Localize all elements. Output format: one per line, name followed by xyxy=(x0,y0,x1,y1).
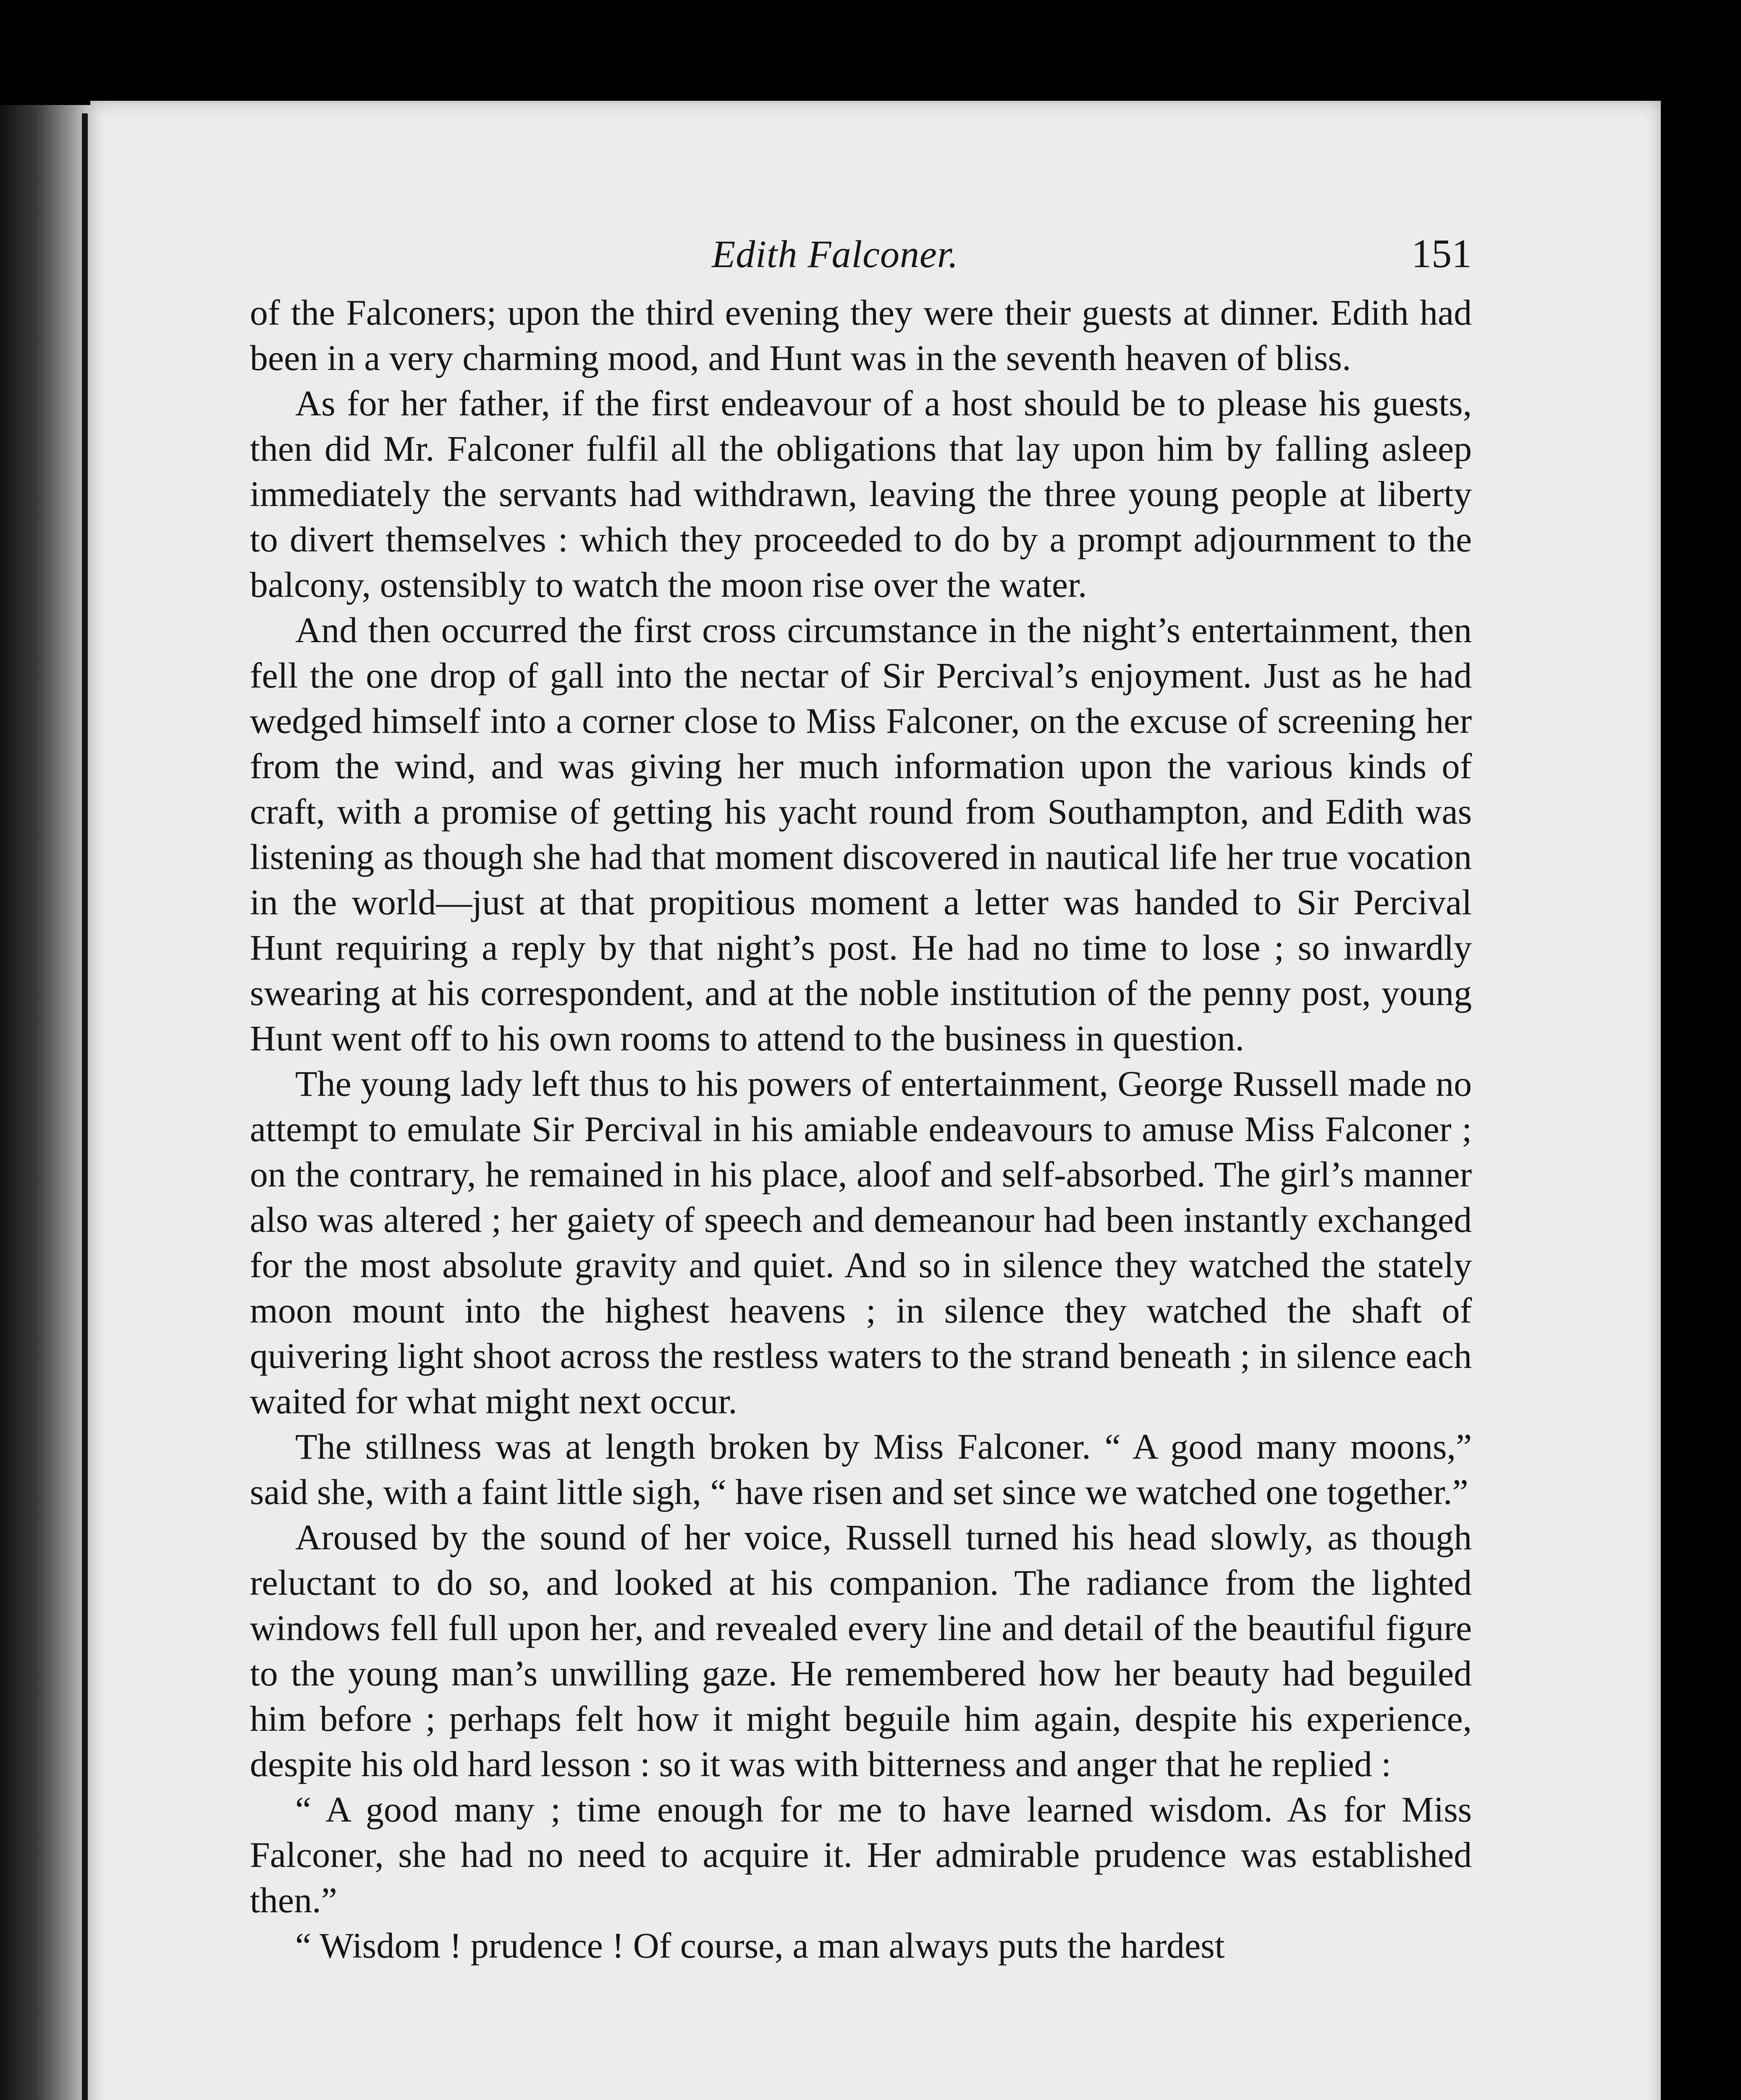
paragraph-7: “ A good many ; time enough for me to have learned wisdom. As for Miss Falconer, she had no need to acquire it. Her admirable prudence was established then.” xyxy=(250,1789,1472,1920)
page-header xyxy=(712,231,1472,290)
page-content xyxy=(250,231,1472,1968)
page-number: 151 xyxy=(1411,231,1472,276)
facing-page-edge xyxy=(0,105,90,2100)
paragraph-2: As for her father, if the first endeavour of a host should be to please his guests, then did Mr. Falconer fulfil all the obligations that lay upon him by falling asleep immediately the servants had withdrawn, leaving the three young people at liberty to divert themselves : which they proceeded to do by a prompt adjournment to the balcony, ostensibly to watch the moon rise over the water. xyxy=(250,383,1472,605)
running-head: Edith Falconer. xyxy=(712,233,959,276)
paragraph-6: Aroused by the sound of her voice, Russell turned his head slowly, as though reluctant to do so, and looked at his companion. The radiance from the lighted windows fell full upon her, and revealed every line and detail of the beautiful figure to the young man’s unwilling gaze. He remembered how her beauty had beguiled him before ; perhaps felt how it might beguile him again, despite his experience, despite his old hard lesson : so it was with bitterness and anger that he replied : xyxy=(250,1517,1472,1784)
paragraph-4: The young lady left thus to his powers of entertainment, George Russell made no attempt to emulate Sir Percival in his amiable endeavours to amuse Miss Falconer ; on the contrary, he remained in his place, aloof and self-absorbed. The girl’s manner also was altered ; her gaiety of speech and demeanour had been instantly exchanged for the most absolute gravity and quiet. And so in silence they watched the stately moon mount into the highest heavens ; in silence they watched the shaft of quivering light shoot across the restless waters to the strand beneath ; in silence each waited for what might next occur. xyxy=(250,1063,1472,1421)
book-page xyxy=(90,101,1661,2100)
paragraph-8: “ Wisdom ! prudence ! Of course, a man always puts the hardest xyxy=(295,1925,1225,1966)
paragraph-1: of the Falconers; upon the third evening they were their guests at dinner. Edith had been in a very charming mood, and Hunt was in the seventh heaven of bliss. xyxy=(250,292,1472,378)
paragraph-3: And then occurred the first cross circumstance in the night’s entertainment, then fell the one drop of gall into the nectar of Sir Percival’s enjoyment. Just as he had wedged himself into a corner close to Miss Falconer, on the excuse of screening her from the wind, and was giving her much information upon the various kinds of craft, with a promise of getting his yacht round from Southampton, and Edith was listening as though she had that moment discovered in nautical life her true vocation in the world—just at that propitious moment a letter was handed to Sir Percival Hunt requiring a reply by that night’s post. He had no time to lose ; so inwardly swearing at his correspondent, and at the noble institution of the penny post, young Hunt went off to his own rooms to attend to the business in question. xyxy=(250,610,1472,1058)
binding-shadow xyxy=(82,113,88,2100)
paragraph-5: The stillness was at length broken by Miss Falconer. “ A good many moons,” said she, with a faint little sigh, “ have risen and set since we watched one together.” xyxy=(250,1426,1472,1512)
body-text xyxy=(250,290,1472,1968)
